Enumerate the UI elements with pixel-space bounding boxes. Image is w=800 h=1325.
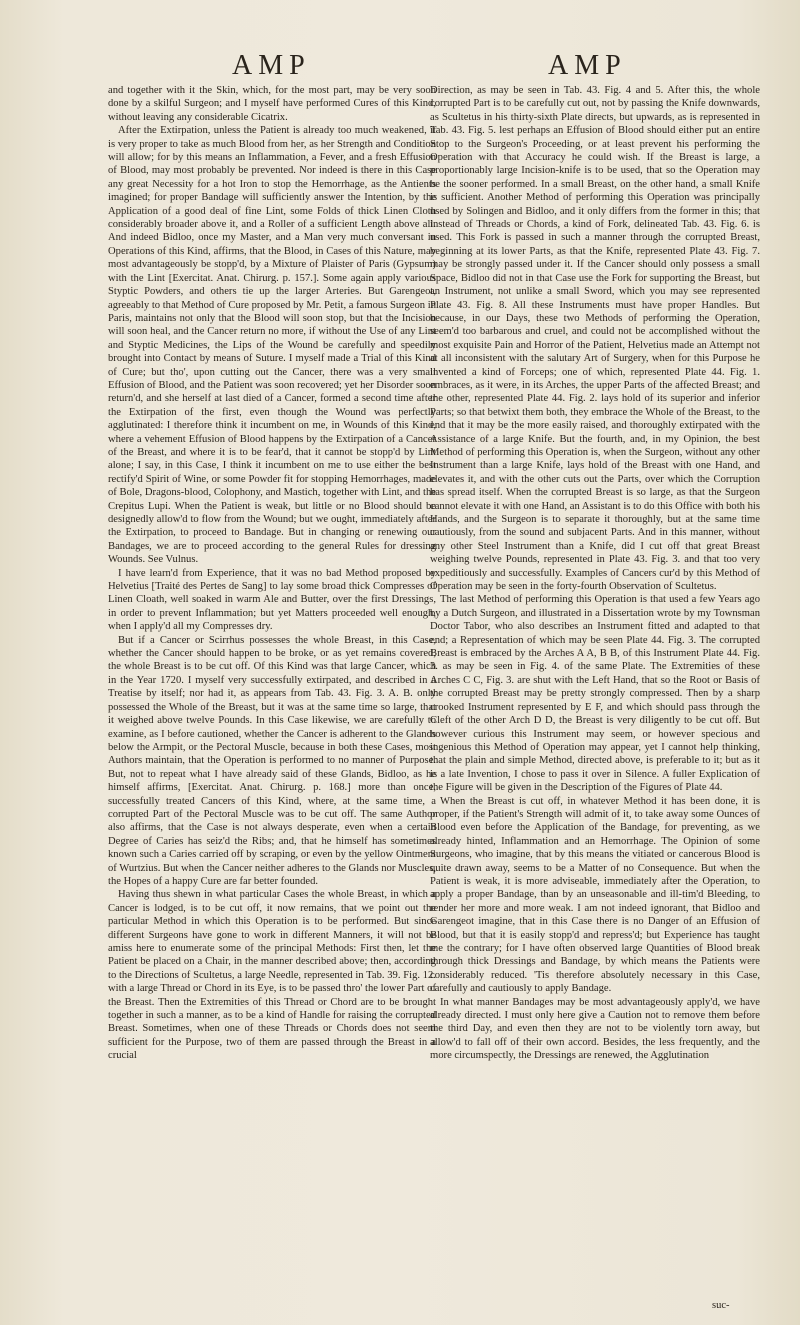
paragraph: I have learn'd from Experience, that it was no bad Method proposed by Helvetius [Traité des Pertes de Sang] to lay some broad thick Compresses of Linen Cloath, well soaked in warm Ale and Butter, over the first Dressings, in order to prevent Inflammation; but yet Matters proceeded well enough, when I apply'd all my Compresses dry. xyxy=(108,567,436,633)
paragraph: When the Breast is cut off, in whatever Method it has been done, it is proper, if the Patient's Strength will admit of it, to take away some Ounces of Blood even before the Application of the Bandage, for preventing, as we already hinted, Inflammation and an Hemorrhage. The Opinion of some Surgeons, who imagine, that by this means the vitiated or cancerous Blood is quite drawn away, seems to be a Matter of no Consequence. But when the Patient is weak, it is more adviseable, immediately after the Operation, to apply a proper Bandage, than by an unseasonable and ill-tim'd Bleeding, to render her more and more weak. I am not indeed ignorant, that Bidloo and Garengeot imagine, that in this Case there is no Danger of an Effusion of Blood, but that it is easily stopp'd and repress'd; but Experience has taught me the contrary; for I have often observed large Quantities of Blood break through thick Dressings and Bandage, by which means the Patients were considerably reduced. 'Tis therefore absolutely necessary in this Case, carefully and cautiously to apply Bandage. xyxy=(430,795,760,995)
left-text-column xyxy=(108,84,436,1063)
paragraph: After the Extirpation, unless the Patient is already too much weakened, it is very proper to take as much Blood from her, as her Strength and Condition will allow; for by this means an Inflammation, a Fever, and a fresh Effusion of Blood, may most probably be prevented. Nor indeed is there in this Case any great Necessity for a hot Iron to stop the Hemorrhage, as the Antients imagined; for proper Bandage will sufficiently answer the Intention, by the Application of a good deal of fine Lint, some Folds of thick Linen Cloth considerably broader above it, and a Roller of a sufficient Length above all. And indeed Bidloo, once my Master, and a Man very much conversant in Operations of this Kind, affirms, that the Blood, in Cases of this Nature, may most advantageously be stopp'd, by a Mixture of Plaister of Paris (Gypsum) with the Lint [Exercitat. Anat. Chirurg. p. 157.]. Some again apply various Styptic Powders, and others tie up the larger Arteries. But Garengeot, agreeably to that Method of Cure proposed by Mr. Petit, a famous Surgeon in Paris, maintains not only that the Blood will soon stop, but that the Incision will soon heal, and the Cancer return no more, if without the Use of any Lint and Styptic Medicines, the Lips of the Wound be carefully and speedily brought into Contact by means of Suture. I myself made a Trial of this Kind of Cure; but tho', upon cutting out the Cancer, there was a very small Effusion of Blood, and the Patient was soon recovered; yet her Disorder soon return'd, and she herself at last died of a Cancer, formed a second time after the Extirpation of the first, even though the Wound was perfectly agglutinated: I therefore think it incumbent on me, in Wounds of this Kind, where a vehement Effusion of Blood happens by the Extirpation of a Cancer of the Breast, and where it is to be fear'd, that it cannot be stopp'd by Lint alone; I say, in this Case, I think it incumbent on me to use either the best rectify'd Spirit of Wine, or some Powder fit for stopping Hemorrhages, made of Bole, Dragons-blood, Colophony, and Mastich, together with Lint, and the Crepitus Lupi. When the Patient is weak, but little or no Blood should be designedly allow'd to flow from the Wound; but we ought, immediately after the Extirpation, to proceed to Bandage. But in changing or renewing our Bandages, we are to proceed according to the general Rules for dressing Wounds. See Vulnus. xyxy=(108,125,436,566)
running-head-right: AMP xyxy=(548,50,627,81)
paragraph: But if a Cancer or Scirrhus possesses the whole Breast, in this Case, whether the Cancer should happen to be broke, or as yet remains covered, the whole Breast is to be cut off. Of this Kind was that large Cancer, which in the Year 1720. I myself very successfully extirpated, and described in a Treatise by itself; nor had it, as appears from Tab. 43. Fig. 3. A. B. only possessed the Whole of the Breast, but it was at the same time so large, that it weighed above twelve Pounds. In this Case likewise, we are carefully to examine, as I before cautioned, whether the Cancer is adherent to the Glands below the Armpit, or the Pectoral Muscle, because in both these Cases, most Authors maintain, that the Operation is performed to no manner of Purpose. But, not to repeat what I have already said of these Glands, Bidloo, as he himself affirms, [Exercitat. Anat. Chirurg. p. 168.] more than once, successfully treated Cancers of this Kind, where, at the same time, a corrupted Part of the Pectoral Muscle was to be cut off. The same Author also affirms, that the Case is not always desperate, even when a certain Degree of Caries has seiz'd the Ribs; and, that he himself has sometimes known such a Caries carried off by scraping, or even by the yellow Ointment of Wurtzius. But when the Cancer neither adheres to the Glands nor Muscles, the Hopes of a happy Cure are far better founded. xyxy=(108,634,436,887)
right-text-column xyxy=(430,84,760,1063)
paragraph: The last Method of performing this Operation is that used a few Years ago by a Dutch Surgeon, and illustrated in a Dissertation wrote by my Townsman Doctor Tabor, who also describes an Instrument fitted and adapted to that end; a Representation of which may be seen Plate 44. Fig. 3. The corrupted Breast is embraced by the Arches A A, B B, of this Instrument Plate 44. Fig. 3. as may be seen in Fig. 4. of the same Plate. The Extremities of these Arches C C, Fig. 3. are shut with the Left Hand, that so the Root or Basis of the corrupted Breast may be pretty strongly compressed. Then by a sharp crooked Instrument represented by E F, and which should pass through the Cleft of the other Arch D D, the Breast is very diligently to be cut off. But however curious this Instrument may seem, or however specious and ingenious this Method of Operation may appear, yet I cannot help thinking, that the plain and simple Method, directed above, is preferable to it; but as it is a late Invention, I chose to pass it over in Silence. A fuller Explication of the Figure will be given in the Description of the Figures of Plate 44. xyxy=(430,594,760,794)
paragraph: Direction, as may be seen in Tab. 43. Fig. 4 and 5. After this, the whole corrupted Part is to be carefully cut out, not by passing the Knife downwards, as Scultetus in his thirty-sixth Plate directs, but upwards, as is represented in Tab. 43. Fig. 5. lest perhaps an Effusion of Blood should either put an entire Stop to the Surgeon's Proceeding, or at least prevent his performing the Operation with that Accuracy he could wish. If the Breast is large, a proportionably large Incision-knife is to be used, that so the Operation may be the sooner performed. In a small Breast, on the other hand, a small Knife is sufficient. Another Method of performing this Operation was principally used by Solingen and Bidloo, and it only differs from the former in this; that instead of Threads or Chords, a kind of Fork, delineated Tab. 43. Fig. 6. is used. This Fork is passed in such a manner through the corrupted Breast, beginning at its lower Parts, as that the Knife, represented Plate 43. Fig. 7. may be strongly passed under it. If the Cancer should only possess a small Space, Bidloo did not in that Case use the Fork for supporting the Breast, but an Instrument, not unlike a small Sword, which you may see represented Plate 43. Fig. 8. All these Instruments must have proper Handles. But because, in our Days, these two Methods of performing the Operation, seem'd too barbarous and cruel, and could not be accomplished without the most exquisite Pain and Horror of the Patient, Helvetius made an Attempt not at all inconsistent with the salutary Art of Surgery, when for this Purpose he invented a kind of Forceps; one of which, represented Plate 44. Fig. 1. embraces, as it were, in its Arches, the upper Parts of the affected Breast; and the other, represented Plate 44. Fig. 2. lays hold of its superior and inferior Parts; so that betwixt them both, they embrace the Whole of the Breast, to the end that it may be the more easily raised, and thoroughly extirpated with the Assistance of a large Knife. But the fourth, and, in my Opinion, the best Method of performing this Operation is, when the Surgeon, without any other Instrument than a large Knife, lays hold of the Breast with one Hand, and elevates it, and with the other cuts out the Parts, over which the Corruption has spread itself. When the corrupted Breast is so large, as that the Surgeon cannot elevate it with one Hand, an Assistant is to do this Office with both his Hands, and the Surgeon is to separate it thoroughly, but at the same time cautiously, from the sound and subjacent Parts. And in this manner, without any other Steel Instrument than a Knife, did I cut off that great Breast weighing twelve Pounds, represented in Plate 43. Fig. 3. and that too very expeditiously and successfully. Examples of Cancers cur'd by this Method of Operation may be seen in the forty-fourth Observation of Scultetus. xyxy=(430,85,760,593)
paragraph: In what manner Bandages may be most advantageously apply'd, we have already directed. I must only here give a Caution not to remove them before the third Day, and even then they are not to be violently torn away, but allow'd to fall off of their own accord. Besides, the less frequently, and the more circumspectly, the Dressings are renewed, the Agglutination xyxy=(430,996,760,1062)
paragraph: Having thus shewn in what particular Cases the whole Breast, in which a Cancer is lodged, is to be cut off, it now remains, that we point out the particular Method in which this Operation is to be performed. But since different Surgeons have gone to work in different Manners, it will not be amiss here to enumerate some of the principal Methods: First then, let the Patient be placed on a Chair, in the manner described above; then, according to the Directions of Scultetus, a large Needle, represented in Tab. 39. Fig. 12. with a large Thread or Chord in its Eye, is to be passed thro' the lower Part of the Breast. Then the Extremities of this Thread or Chord are to be brought together in such a manner, as to be a kind of Handle for raising the corrupted Breast. Sometimes, when one of these Threads or Chords does not seem sufficient for the Purpose, two of them are passed through the Breast in a crucial xyxy=(108,889,436,1062)
running-head-left: AMP xyxy=(232,50,311,81)
paragraph: and together with it the Skin, which, for the most part, may be very soon done by a skilful Surgeon; and I myself have performed Cures of this Kind, without leaving any considerable Cicatrix. xyxy=(108,85,436,123)
catchword: suc- xyxy=(712,1300,730,1311)
